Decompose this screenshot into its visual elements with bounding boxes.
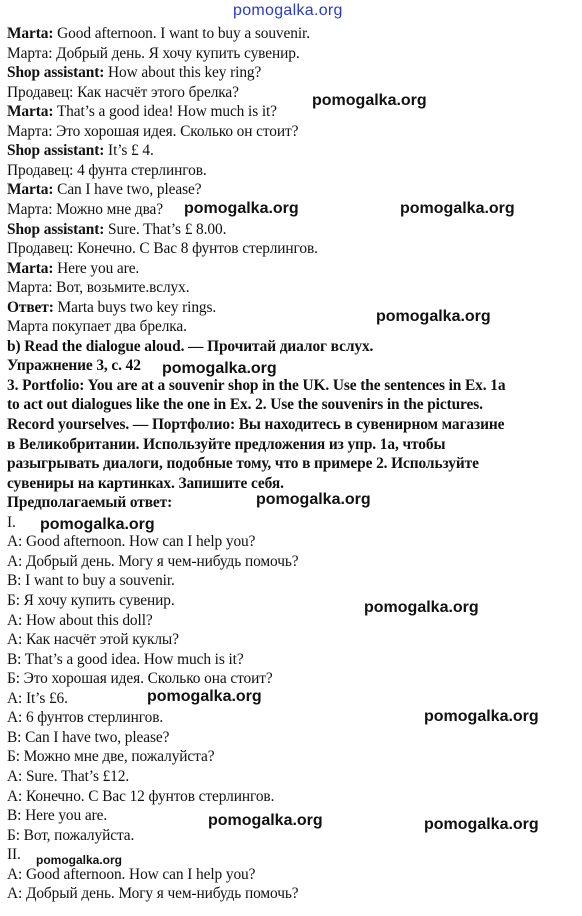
watermark: pomogalka.org — [256, 491, 371, 508]
line-text: Good afternoon. I want to buy a souvenir. — [53, 25, 310, 42]
bold-text: Marta: — [7, 103, 54, 121]
text-line — [7, 240, 318, 258]
text-line — [7, 748, 214, 766]
line-text: А: Как насчёт этой куклы? — [7, 631, 179, 649]
bold-text: в Великобритании. Используйте предложения из упр. 1а, чтобы — [7, 435, 446, 453]
text-line — [7, 885, 299, 903]
line-text: I. — [7, 513, 16, 531]
bold-text: 3. Portfolio: You are at a souvenir shop in the UK. Use the sentences in Ex. 1a — [7, 376, 506, 394]
watermark: pomogalka.org — [400, 200, 515, 217]
line-text: B: Can I have two, please? — [7, 728, 170, 746]
text-line — [7, 807, 107, 825]
line-text: A: Good afternoon. How can I help you? — [7, 865, 256, 883]
line-text: A: Good afternoon. How can I help you? — [7, 533, 256, 551]
text-line — [7, 84, 239, 102]
text-line — [7, 455, 479, 473]
text-line — [7, 162, 207, 180]
bold-text: Marta: — [7, 181, 54, 199]
line-text: А: Конечно. С Вас 12 фунтов стерлингов. — [7, 787, 275, 805]
bold-text: Упражнение 3, с. 42 — [7, 357, 141, 375]
line-text: Марта: Можно мне два? — [7, 201, 164, 218]
text-line — [7, 631, 179, 649]
header-watermark: pomogalka.org — [233, 2, 343, 19]
text-line — [7, 25, 310, 43]
line-text: B: I want to buy a souvenir. — [7, 572, 175, 590]
text-line — [7, 103, 277, 121]
text-line — [7, 201, 163, 219]
line-text: Марта покупает два брелка. — [7, 318, 187, 336]
text-line — [7, 377, 505, 395]
text-line — [7, 181, 201, 199]
bold-text: Shop assistant: — [7, 142, 105, 160]
text-line — [7, 592, 175, 610]
text-line — [7, 690, 68, 708]
bold-text: to act out dialogues like the one in Ex. 2. Use the souvenirs in the pictures. — [7, 396, 483, 414]
text-line — [7, 260, 139, 278]
watermark: pomogalka.org — [376, 308, 491, 325]
line-text: B: Here you are. — [7, 807, 108, 824]
line-text: Б: Это хорошая идея. Сколько она стоит? — [7, 670, 273, 688]
bold-text: Record yourselves. — Портфолио: Вы находитесь в сувенирном магазине — [7, 416, 505, 433]
bold-text: сувениры на картинках. Запишите себя. — [7, 474, 284, 492]
line-text: II. — [7, 846, 21, 864]
line-text: Продавец: Как насчёт этого брелка? — [7, 83, 239, 101]
text-line — [7, 827, 134, 845]
text-line — [7, 357, 141, 375]
watermark: pomogalka.org — [312, 92, 427, 109]
text-line — [7, 475, 284, 493]
bold-text: b) Read the dialogue aloud. — Прочитай диалог вслух. — [7, 337, 374, 355]
text-line — [7, 494, 172, 512]
line-text: That’s a good idea! How much is it? — [53, 103, 277, 121]
bold-text: Marta: — [7, 259, 54, 277]
watermark: pomogalka.org — [184, 200, 299, 217]
bold-text: Shop assistant: — [7, 64, 105, 82]
bold-text: Marta: — [7, 25, 54, 42]
text-line — [7, 768, 129, 786]
line-text: Продавец: 4 фунта стерлингов. — [7, 161, 207, 179]
watermark: pomogalka.org — [364, 599, 479, 616]
text-line — [7, 514, 16, 532]
line-text: Marta buys two key rings. — [53, 298, 217, 316]
line-text: Б: Вот, пожалуйста. — [7, 826, 135, 844]
line-text: How about this key ring? — [104, 64, 262, 82]
text-line — [7, 416, 504, 434]
line-text: А: Добрый день. Могу я чем-нибудь помочь? — [7, 552, 299, 570]
text-line — [7, 612, 153, 630]
text-line — [7, 279, 189, 297]
line-text: А: Добрый день. Могу я чем-нибудь помочь? — [7, 885, 299, 903]
line-text: Б: Можно мне две, пожалуйста? — [7, 748, 215, 766]
line-text: Продавец: Конечно. С Вас 8 фунтов стерлингов. — [7, 240, 318, 258]
bold-text: Предполагаемый ответ: — [7, 494, 173, 512]
text-line — [7, 299, 216, 317]
line-text: A: Sure. That’s £12. — [7, 767, 130, 785]
watermark: pomogalka.org — [147, 688, 262, 705]
bold-text: разыгрывать диалоги, подобные тому, что в примере 2. Используйте — [7, 455, 479, 473]
text-line — [7, 436, 445, 454]
text-line — [7, 64, 261, 82]
text-line — [7, 221, 226, 239]
line-text: Марта: Добрый день. Я хочу купить сувенир. — [7, 44, 300, 62]
text-line — [7, 846, 21, 864]
text-line — [7, 318, 187, 336]
watermark: pomogalka.org — [208, 812, 323, 829]
text-line — [7, 142, 154, 160]
bold-text: Shop assistant: — [7, 220, 105, 238]
line-text: Марта: Это хорошая идея. Сколько он стоит? — [7, 122, 299, 140]
text-line — [7, 729, 169, 747]
watermark: pomogalka.org — [162, 360, 277, 377]
line-text: Марта: Вот, возьмите.вслух. — [7, 279, 190, 297]
text-line — [7, 533, 255, 551]
text-line — [7, 670, 273, 688]
watermark: pomogalka.org — [36, 853, 123, 867]
text-line — [7, 709, 163, 727]
watermark: pomogalka.org — [424, 708, 539, 725]
text-line — [7, 651, 244, 669]
text-line — [7, 123, 298, 141]
text-line — [7, 553, 299, 571]
line-text: Here you are. — [53, 259, 140, 277]
text-line — [7, 788, 274, 806]
line-text: A: How about this doll? — [7, 611, 153, 629]
text-line — [7, 45, 300, 63]
text-line — [7, 396, 483, 414]
line-text: B: That’s a good idea. How much is it? — [7, 650, 244, 668]
line-text: A: It’s £6. — [7, 689, 68, 707]
line-text: А: 6 фунтов стерлингов. — [7, 709, 164, 727]
bold-text: Ответ: — [7, 298, 54, 316]
line-text: Sure. That’s £ 8.00. — [104, 220, 227, 238]
text-line — [7, 338, 373, 356]
line-text: It’s £ 4. — [104, 142, 154, 160]
watermark: pomogalka.org — [40, 516, 155, 533]
text-line — [7, 572, 175, 590]
watermark: pomogalka.org — [424, 816, 539, 833]
line-text: Б: Я хочу купить сувенир. — [7, 592, 175, 609]
line-text: Can I have two, please? — [53, 181, 202, 199]
